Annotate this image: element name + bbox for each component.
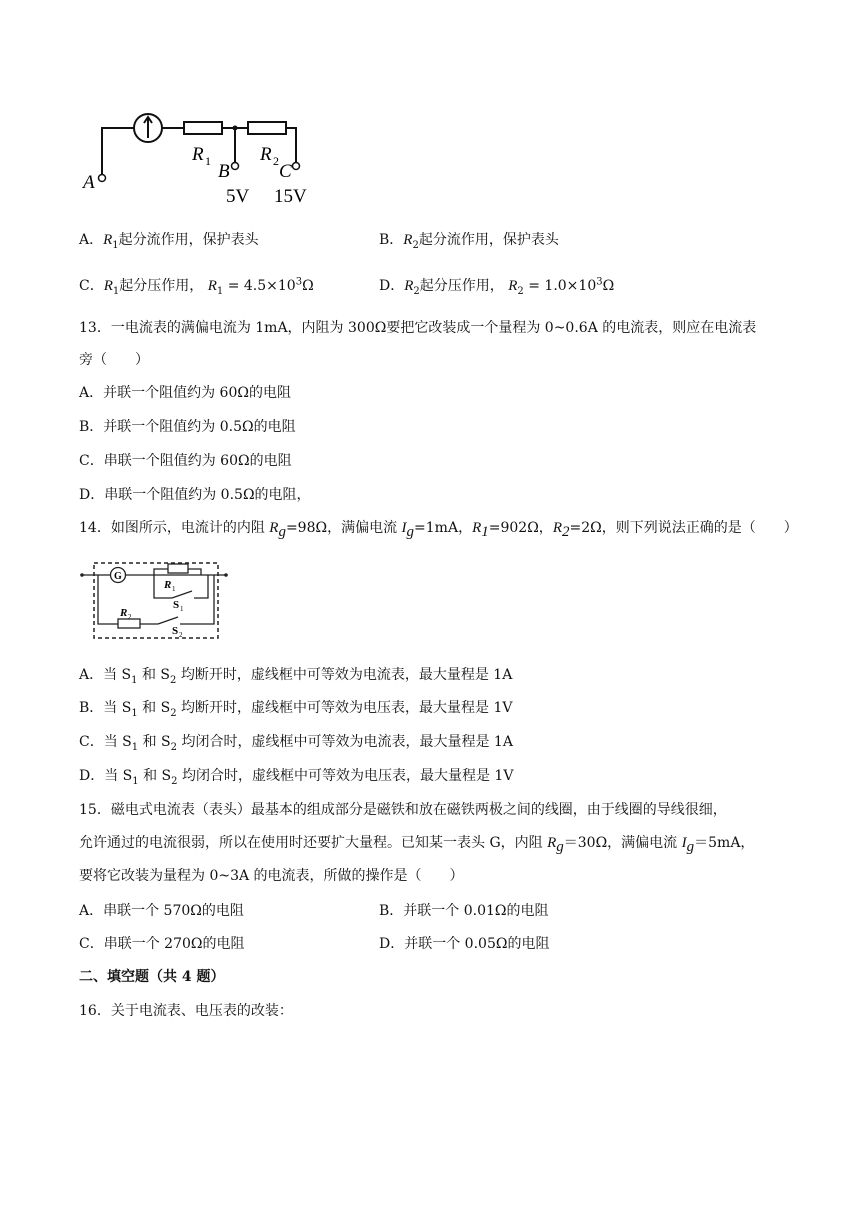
q12-option-d: D．$R_2$起分压作用， $R_2 = 1.0\times 10^3\Omega$: [379, 276, 615, 297]
q14-option-a: A．当 $S_1$ 和 $S_2$ 均断开时，虚线框中可等效为电流表，最大量程是 1A: [79, 667, 513, 686]
voltage-5v-label: 5V: [226, 186, 250, 207]
q16-stem: 16．关于电流表、电压表的改装：: [79, 1003, 293, 1019]
circuit-diagram-dashed-box: [80, 558, 230, 644]
q15-option-d: D．并联一个 0.05Ω的电阻: [379, 936, 550, 952]
q15-option-c: C．串联一个 270Ω的电阻: [79, 936, 245, 952]
q15-stem-line1: 15．磁电式电流表（表头）最基本的组成部分是磁铁和放在磁铁两极之间的线圈，由于线圈的导线很细，: [79, 802, 727, 818]
q13-stem-line1: 13．一电流表的满偏电流为 1mA，内阻为 300Ω要把它改装成一个量程为 0~0.6A 的电流表，则应在电流表: [79, 320, 757, 336]
fig2-s1-label: S: [173, 599, 180, 611]
q13-option-a: A．并联一个阻值约为 60Ω的电阻: [79, 385, 291, 401]
q15-option-b: B．并联一个 0.01Ω的电阻: [379, 903, 549, 919]
terminal-b-label: B: [218, 161, 230, 182]
r2-sub: 2: [273, 154, 279, 168]
q15-stem-line2: 允许通过的电流很弱，所以在使用时还要扩大量程。已知某一表头 G，内阻 $R_g=30\Omega$，满偏电流 $I_g=5mA$，: [79, 835, 755, 855]
q15-stem-line3: 要将它改装为量程为 0~3A 的电流表，所做的操作是（ ）: [79, 868, 464, 884]
fig2-r1-label: R: [164, 579, 172, 591]
section-title: 二、填空题（共 4 题）: [79, 969, 225, 985]
fig2-r2-sub: 2: [128, 613, 132, 621]
q14-stem: 14．如图所示，电流计的内阻 $R_g=98\Omega$，满偏电流 $I_g=1mA$，$R_1=902\Omega$，$R_2=2\Omega$，则下列说法正确的是（ ）: [79, 520, 798, 540]
fig2-s2-sub: 2: [179, 631, 183, 639]
q12-option-b: B．$R_2$起分流作用，保护表头: [379, 232, 559, 251]
circuit-diagram-voltmeter: [80, 110, 330, 210]
r2-label: R: [260, 144, 272, 165]
terminal-a-label: A: [83, 172, 95, 193]
r1-sub: 1: [205, 154, 211, 168]
q14-option-d: D．当 $S_1$ 和 $S_2$ 均闭合时，虚线框中可等效为电压表，最大量程是 1V: [79, 768, 514, 787]
q14-option-b: B．当 $S_1$ 和 $S_2$ 均断开时，虚线框中可等效为电压表，最大量程是 1V: [79, 700, 513, 719]
q13-option-c: C．串联一个阻值约为 60Ω的电阻: [79, 453, 292, 469]
q13-option-b: B．并联一个阻值约为 0.5Ω的电阻: [79, 419, 296, 435]
q12-option-c: C．$R_1$起分压作用， $R_1 = 4.5\times 10^3\Omega$: [79, 276, 314, 297]
q12-option-a: A．$R_1$起分流作用，保护表头: [79, 232, 259, 251]
fig2-s1-sub: 1: [180, 605, 184, 613]
voltage-15v-label: 15V: [274, 186, 307, 207]
fig2-r1-sub: 1: [172, 585, 176, 593]
q15-option-a: A．串联一个 570Ω的电阻: [79, 903, 244, 919]
q13-option-d: D．串联一个阻值约为 0.5Ω的电阻，: [79, 487, 311, 503]
q13-stem-line2: 旁（ ）: [79, 352, 149, 368]
q14-option-c: C．当 $S_1$ 和 $S_2$ 均闭合时，虚线框中可等效为电流表，最大量程是 1A: [79, 734, 513, 753]
r1-label: R: [192, 144, 204, 165]
galvanometer-label: G: [114, 571, 122, 582]
fig2-r2-label: R: [120, 607, 128, 619]
terminal-c-label: C: [279, 161, 292, 182]
fig2-s2-label: S: [172, 625, 179, 637]
